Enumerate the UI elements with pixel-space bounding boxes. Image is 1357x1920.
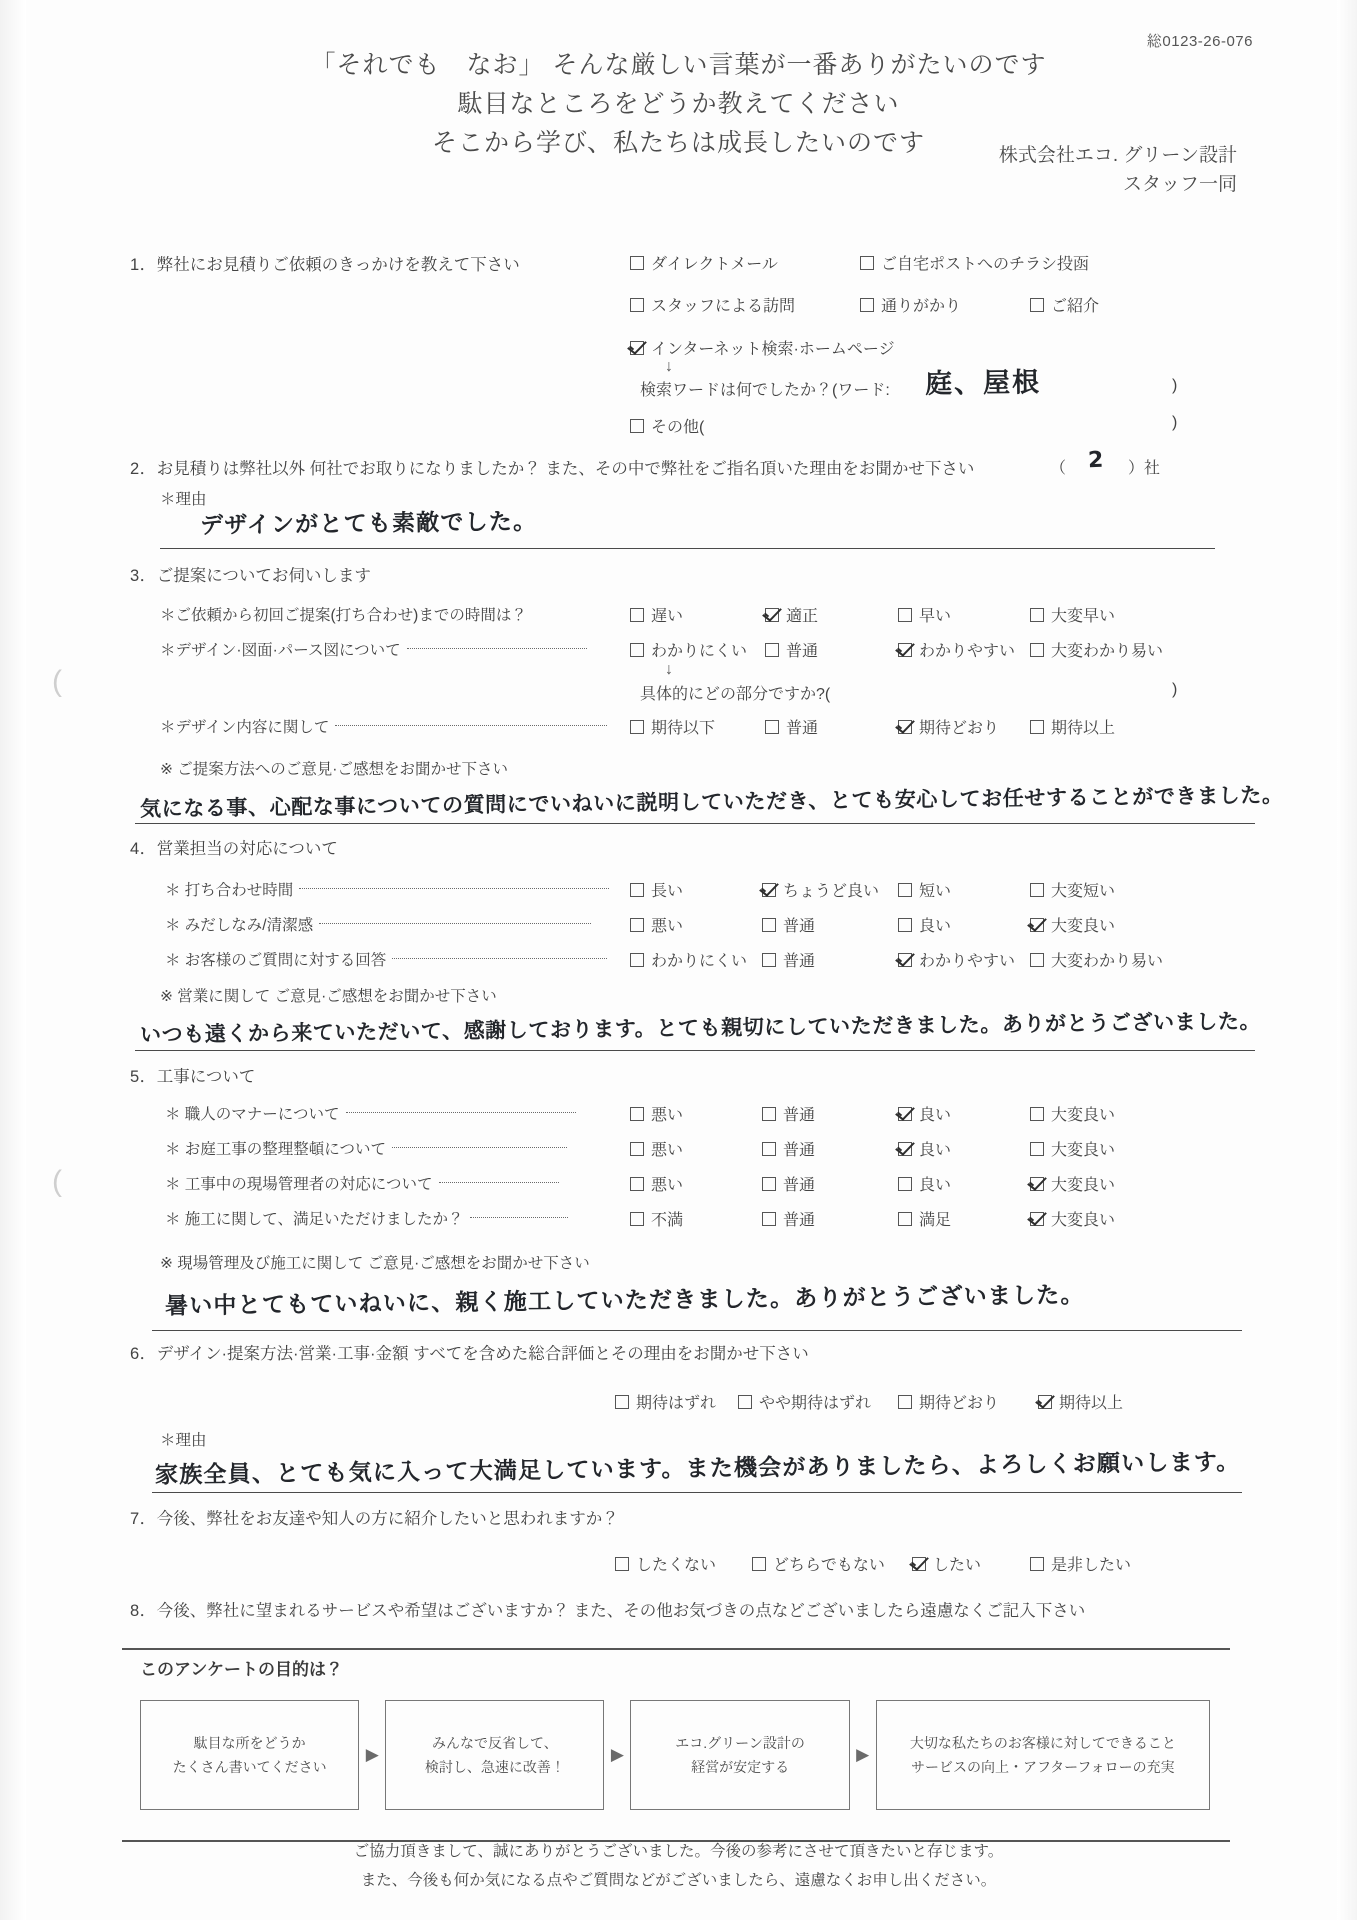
option-label: 是非したい [1051, 1557, 1132, 1574]
question-7-heading [130, 1505, 619, 1529]
q2-count-close: ）社 [1128, 460, 1161, 477]
option-label: 普通 [783, 1212, 816, 1229]
flow-box-3-line-2: 経営が安定する [691, 1759, 790, 1775]
headline-line-2: 駄目なところをどうか教えてください [457, 89, 900, 118]
q1-option-passing-by[interactable] [860, 293, 961, 316]
option-label: わかりやすい [919, 953, 1016, 970]
keyword-prompt-label: 検索ワードは何でしたか？(ワード: [640, 382, 890, 399]
option-label: 早い [919, 608, 952, 625]
checkbox-icon[interactable] [630, 720, 644, 734]
question-2-heading [130, 455, 974, 479]
option-label: 遅い [651, 608, 684, 625]
checkbox-icon[interactable] [1030, 1142, 1044, 1156]
footer [0, 1838, 1357, 1895]
flow-box-4-line-1: 大切な私たちのお客様に対してできること [909, 1734, 1176, 1751]
flow-arrow-icon-1: ▶ [365, 1745, 379, 1764]
checkbox-icon[interactable] [762, 953, 776, 967]
option-label: ご紹介 [1051, 298, 1100, 315]
footer-line-1: ご協力頂きまして、誠にありがとうございました。今後の参考にさせて頂きたいと存じます。 [353, 1843, 1004, 1860]
row-label-text: ＊デザイン内容に関して [160, 719, 330, 736]
arrow-down-icon: ↓ [665, 661, 673, 678]
option-label: 大変短い [1051, 883, 1116, 900]
checkbox-icon[interactable] [860, 298, 874, 312]
staff-name: スタッフ一同 [1122, 173, 1237, 195]
question-4-number: 4． [130, 840, 157, 858]
question-2-title: お見積りは弊社以外 何社でお取りになりましたか？ また、その中で弊社をご指名頂いた理由をお聞かせ下さい [156, 460, 975, 478]
checkbox-icon[interactable] [1030, 643, 1044, 657]
q5-row-4-option-2[interactable] [762, 1207, 815, 1230]
checkbox-icon[interactable] [630, 1177, 644, 1191]
checkbox-icon[interactable] [765, 720, 779, 734]
checkbox-icon[interactable] [762, 1177, 776, 1191]
checkbox-icon-checked[interactable] [898, 953, 912, 967]
q7-option-4[interactable] [1030, 1552, 1131, 1575]
option-label: スタッフによる訪問 [651, 298, 796, 315]
checkbox-icon-checked[interactable] [898, 1107, 912, 1121]
checkbox-icon[interactable] [1030, 608, 1044, 622]
q4-row-3-option-1[interactable] [630, 948, 747, 971]
q3-comment-rule [135, 823, 1255, 824]
checkbox-icon[interactable] [738, 1395, 752, 1409]
company-name: 株式会社エコ. グリーン設計 [998, 145, 1237, 166]
option-label: 期待以上 [1051, 720, 1116, 737]
checkbox-icon-checked[interactable] [912, 1557, 926, 1571]
document-number: 総0123-26-076 [1146, 33, 1253, 50]
checkbox-icon[interactable] [898, 608, 912, 622]
option-label: 悪い [651, 1107, 684, 1124]
q1-keyword-prompt [640, 377, 890, 400]
q4-row-2-option-1[interactable] [630, 913, 683, 936]
checkbox-icon[interactable] [1030, 883, 1044, 897]
q5-row-2-option-1[interactable] [630, 1137, 683, 1160]
question-7-title: 今後、弊社をお友達や知人の方に紹介したいと思われますか？ [156, 1510, 619, 1528]
option-label: 良い [919, 1142, 952, 1159]
q1-keyword-answer: 庭、屋根 [924, 367, 1042, 400]
option-label: 良い [919, 1177, 952, 1194]
headline-line-3: そこから学び、私たちは成長したいのです [431, 128, 925, 157]
leader-dots [319, 923, 591, 924]
q1-option-internet-search[interactable] [630, 336, 895, 359]
option-label: 普通 [783, 953, 816, 970]
leader-dots [470, 1217, 568, 1218]
flow-box-1-line-2: たくさん書いてください [172, 1759, 327, 1775]
q3-detail-prompt: 具体的にどの部分ですか?( [640, 686, 831, 703]
arrow-down-icon: ↓ [665, 358, 673, 375]
option-label: 大変良い [1051, 918, 1116, 935]
q3-row-2-option-3[interactable] [898, 638, 1015, 661]
option-label: ダイレクトメール [651, 256, 778, 273]
q4-comment-rule [135, 1050, 1255, 1051]
q5-row-2-option-3[interactable] [898, 1137, 951, 1160]
scan-artifact: ( [52, 665, 62, 698]
question-8-number: 8． [130, 1602, 157, 1620]
checkbox-icon[interactable] [630, 1212, 644, 1226]
question-1-title: 弊社にお見積りご依頼のきっかけを教えて下さい [156, 256, 520, 274]
question-7-number: 7． [130, 1510, 157, 1528]
checkbox-icon[interactable] [898, 883, 912, 897]
purpose-panel-title: このアンケートの目的は？ [140, 1660, 343, 1679]
question-8-title: 今後、弊社に望まれるサービスや希望はございますか？ また、その他お気づきの点などございましたら遠慮なくご記入下さい [156, 1602, 1086, 1620]
q4-row-2-option-2[interactable] [762, 913, 815, 936]
q7-option-2[interactable] [752, 1552, 885, 1575]
q5-row-1-option-2[interactable] [762, 1102, 815, 1125]
option-label: 大変わかり易い [1051, 953, 1164, 970]
checkbox-icon[interactable] [762, 918, 776, 932]
q2-count-value: 2 [1087, 447, 1104, 474]
q3-row-1-label: ＊ご依頼から初回ご提案(打ち合わせ)までの時間は？ [160, 607, 527, 624]
flow-box-2 [385, 1700, 604, 1810]
question-4-heading [130, 835, 338, 859]
flow-arrow-icon-3: ▶ [856, 1745, 870, 1764]
checkbox-icon[interactable] [1030, 1107, 1044, 1121]
purpose-flow [140, 1700, 1210, 1810]
q5-row-2-label [165, 1137, 573, 1159]
checkbox-icon[interactable] [615, 1557, 629, 1571]
checkbox-icon[interactable] [762, 1107, 776, 1121]
q3-row-2-label [160, 638, 593, 660]
option-label: 短い [919, 883, 952, 900]
checkbox-icon-checked[interactable] [765, 608, 779, 622]
flow-box-3 [630, 1700, 849, 1810]
q6-option-2[interactable] [738, 1390, 871, 1413]
q3-row-1-option-3[interactable] [898, 603, 951, 626]
checkbox-icon[interactable] [765, 643, 779, 657]
flow-arrow-icon-2: ▶ [610, 1745, 624, 1764]
option-label: 期待以下 [651, 720, 716, 737]
checkbox-icon[interactable] [898, 1395, 912, 1409]
checkbox-icon[interactable] [630, 1142, 644, 1156]
q3-row-1-option-4[interactable] [1030, 603, 1115, 626]
option-label: その他( [651, 419, 705, 436]
q5-row-4-option-1[interactable] [630, 1207, 683, 1230]
q3-row-2-option-4[interactable] [1030, 638, 1163, 661]
q1-option-referral[interactable] [1030, 293, 1099, 316]
question-1-heading [130, 251, 520, 275]
q1-option-direct-mail[interactable] [630, 251, 778, 274]
q7-option-3[interactable] [912, 1552, 981, 1575]
row-label-text: ＊ お客様のご質問に対する回答 [165, 952, 387, 969]
checkbox-icon-checked[interactable] [898, 643, 912, 657]
q5-row-3-option-2[interactable] [762, 1172, 815, 1195]
question-5-heading [130, 1063, 255, 1087]
checkbox-icon[interactable] [1030, 298, 1044, 312]
checkbox-icon[interactable] [1030, 953, 1044, 967]
checkbox-icon[interactable] [898, 1177, 912, 1191]
q3-comment-label: ※ ご提案方法へのご意見·ご感想をお聞かせ下さい [160, 761, 508, 778]
q6-reason-rule [152, 1492, 1242, 1493]
checkbox-icon[interactable] [630, 643, 644, 657]
checkbox-icon[interactable] [898, 918, 912, 932]
q2-reason-label: ＊理由 [160, 491, 207, 508]
checkbox-icon-checked[interactable] [630, 341, 644, 355]
q4-row-1-option-4[interactable] [1030, 878, 1115, 901]
option-label: インターネット検索·ホームページ [651, 341, 895, 358]
question-3-number: 3． [130, 567, 157, 585]
checkbox-icon[interactable] [630, 883, 644, 897]
q5-row-4-option-4[interactable] [1030, 1207, 1115, 1230]
checkbox-icon[interactable] [762, 1142, 776, 1156]
q5-row-4-label [165, 1207, 574, 1229]
q2-answer-rule [160, 548, 1215, 549]
q4-row-3-label [165, 948, 613, 970]
option-label: 大変早い [1051, 608, 1116, 625]
checkbox-icon[interactable] [898, 1212, 912, 1226]
leader-dots [346, 1112, 576, 1113]
question-3-heading [130, 562, 371, 586]
q5-row-3-option-4[interactable] [1030, 1172, 1115, 1195]
checkbox-icon[interactable] [630, 298, 644, 312]
question-4-title: 営業担当の対応について [156, 840, 338, 858]
flow-box-4-line-2: サービスの向上・アフターフォローの充実 [911, 1759, 1175, 1775]
leader-dots [439, 1182, 559, 1183]
option-label: 大変わかり易い [1051, 643, 1164, 660]
option-label: 大変良い [1051, 1142, 1116, 1159]
q6-option-3[interactable] [898, 1390, 999, 1413]
row-label-text: ＊ みだしなみ/清潔感 [165, 917, 314, 934]
checkbox-icon[interactable] [630, 256, 644, 270]
option-label: 不満 [651, 1212, 684, 1229]
q4-comment-answer: いつも遠くから来ていただいて、感謝しております。とても親切にしていただきました。ありがとうございました。 [139, 1009, 1262, 1047]
option-label: 期待どおり [919, 720, 1000, 737]
option-label: 普通 [783, 1177, 816, 1194]
option-label: 普通 [786, 643, 819, 660]
option-label: 大変良い [1051, 1212, 1116, 1229]
q5-row-1-option-3[interactable] [898, 1102, 951, 1125]
q5-row-1-option-4[interactable] [1030, 1102, 1115, 1125]
checkbox-icon[interactable] [630, 953, 644, 967]
option-label: 悪い [651, 1177, 684, 1194]
option-label: 良い [919, 918, 952, 935]
option-label: 大変良い [1051, 1177, 1116, 1194]
q4-row-3-option-3[interactable] [898, 948, 1015, 971]
question-8-heading [130, 1597, 1085, 1621]
q1-keyword-close-paren: ) [1172, 377, 1178, 394]
q1-option-staff-visit[interactable] [630, 293, 795, 316]
flow-box-2-line-1: みんなで反省して、 [431, 1734, 558, 1751]
option-label: 悪い [651, 918, 684, 935]
q5-comment-answer: 暑い中とてもていねいに、親く施工していただきました。ありがとうございました。 [164, 1282, 1085, 1320]
checkbox-icon[interactable] [630, 419, 644, 433]
q2-reason-answer: デザインがとても素敵でした。 [199, 508, 538, 540]
option-label: 悪い [651, 1142, 684, 1159]
checkbox-icon-checked[interactable] [1038, 1395, 1052, 1409]
row-label-text: ＊ 職人のマナーについて [165, 1106, 340, 1123]
option-label: 普通 [783, 1142, 816, 1159]
q3-comment-answer: 気になる事、心配な事についての質問にでいねいに説明していただき、とても安心してお任せすることができました。 [139, 783, 1284, 821]
q5-comment-rule [152, 1330, 1242, 1331]
q6-reason-answer: 家族全員、とても気に入って大満足しています。また機会がありましたら、よろしくお願いします。 [154, 1449, 1241, 1489]
q5-row-1-option-1[interactable] [630, 1102, 683, 1125]
flow-box-2-line-2: 検討し、急速に改善！ [424, 1759, 565, 1775]
option-label: 適正 [786, 608, 819, 625]
option-label: ご自宅ポストへのチラシ投函 [881, 256, 1090, 273]
question-5-number: 5． [130, 1068, 157, 1086]
option-label: 普通 [786, 720, 819, 737]
q1-option-flyer[interactable] [860, 251, 1089, 274]
q3-row-2-option-2[interactable] [765, 638, 818, 661]
checkbox-icon-checked[interactable] [1030, 918, 1044, 932]
leader-dots [392, 1147, 567, 1148]
flow-box-1-line-1: 駄目な所をどうか [193, 1734, 306, 1751]
q3-row-1-option-1[interactable] [630, 603, 683, 626]
checkbox-icon[interactable] [1030, 720, 1044, 734]
q4-row-3-option-4[interactable] [1030, 948, 1163, 971]
option-label: ちょうど良い [783, 883, 880, 900]
question-6-title: デザイン·提案方法·営業·工事·金額 すべてを含めた総合評価とその理由をお聞かせ下さい [156, 1345, 809, 1363]
q5-row-2-option-4[interactable] [1030, 1137, 1115, 1160]
option-label: 長い [651, 883, 684, 900]
q3-row-3-option-4[interactable] [1030, 715, 1115, 738]
option-label: したい [933, 1557, 982, 1574]
q4-row-2-option-3[interactable] [898, 913, 951, 936]
option-label: どちらでもない [773, 1557, 885, 1574]
row-label-text: ＊ 施工に関して、満足いただけましたか？ [165, 1211, 464, 1228]
q5-row-3-label [165, 1172, 565, 1194]
q3-row-3-label [160, 715, 613, 737]
headline-line-1: 「それでも なお」 そんな厳しい言葉が一番ありがたいのです [310, 51, 1047, 79]
q4-row-2-label [165, 913, 597, 935]
q6-option-1[interactable] [615, 1390, 716, 1413]
flow-box-3-line-1: エコ.グリーン設計の [675, 1734, 805, 1751]
checkbox-icon-checked[interactable] [898, 720, 912, 734]
q3-row-1-option-2[interactable] [765, 603, 818, 626]
question-3-title: ご提案についてお伺いします [156, 567, 371, 585]
option-label: わかりにくい [651, 643, 748, 660]
option-label: 良い [919, 1107, 952, 1124]
row-label-text: ＊ お庭工事の整理整頓について [165, 1141, 386, 1158]
q4-row-3-option-2[interactable] [762, 948, 815, 971]
q1-option-other[interactable] [630, 414, 704, 437]
question-2-number: 2． [130, 460, 157, 478]
option-label: 大変良い [1051, 1107, 1116, 1124]
question-6-heading [130, 1340, 809, 1364]
checkbox-icon-checked[interactable] [1030, 1177, 1044, 1191]
q4-row-1-label [165, 878, 615, 900]
scan-artifact: ( [52, 1165, 62, 1198]
option-label: 普通 [783, 1107, 816, 1124]
checkbox-icon-checked[interactable] [762, 883, 776, 897]
checkbox-icon[interactable] [630, 918, 644, 932]
q4-row-1-option-3[interactable] [898, 878, 951, 901]
q2-count-open: （ [1050, 460, 1067, 477]
leader-dots [335, 725, 607, 726]
option-label: 期待どおり [919, 1395, 1000, 1412]
q4-row-1-option-1[interactable] [630, 878, 683, 901]
q5-row-2-option-2[interactable] [762, 1137, 815, 1160]
q3-row-3-option-3[interactable] [898, 715, 999, 738]
q5-row-3-option-1[interactable] [630, 1172, 683, 1195]
q5-row-3-option-3[interactable] [898, 1172, 951, 1195]
option-label: 通りがかり [881, 298, 962, 315]
option-label: 普通 [783, 918, 816, 935]
option-label: わかりにくい [651, 953, 748, 970]
leader-dots [392, 958, 607, 959]
q4-row-1-option-2[interactable] [762, 878, 879, 901]
leader-dots [299, 888, 609, 889]
checkbox-icon-checked[interactable] [898, 1142, 912, 1156]
checkbox-icon-checked[interactable] [1030, 1212, 1044, 1226]
option-label: わかりやすい [919, 643, 1016, 660]
checkbox-icon[interactable] [615, 1395, 629, 1409]
question-5-title: 工事について [156, 1068, 256, 1086]
checkbox-icon[interactable] [752, 1557, 766, 1571]
row-label-text: ＊ 工事中の現場管理者の対応について [165, 1176, 433, 1193]
q6-option-4[interactable] [1038, 1390, 1123, 1413]
q6-reason-label: ＊理由 [160, 1432, 207, 1449]
q4-row-2-option-4[interactable] [1030, 913, 1115, 936]
checkbox-icon[interactable] [630, 608, 644, 622]
checkbox-icon[interactable] [1030, 1557, 1044, 1571]
option-label: やや期待はずれ [759, 1395, 872, 1412]
flow-box-1 [140, 1700, 359, 1810]
option-label: 期待はずれ [636, 1395, 717, 1412]
q5-comment-label: ※ 現場管理及び施工に関して ご意見·ご感想をお聞かせ下さい [160, 1255, 590, 1272]
option-label: 期待以上 [1059, 1395, 1124, 1412]
q3-row-3-option-2[interactable] [765, 715, 818, 738]
question-6-number: 6． [130, 1345, 157, 1363]
leader-dots [407, 648, 587, 649]
flow-box-4 [876, 1700, 1210, 1810]
q1-other-close-paren: ) [1172, 414, 1178, 431]
question-1-number: 1． [130, 256, 157, 274]
row-label-text: ＊デザイン·図面·パース図について [160, 642, 401, 659]
q3-row-3-option-1[interactable] [630, 715, 715, 738]
q5-row-4-option-3[interactable] [898, 1207, 951, 1230]
q5-row-1-label [165, 1102, 582, 1124]
checkbox-icon[interactable] [630, 1107, 644, 1121]
q4-comment-label: ※ 営業に関して ご意見·ご感想をお聞かせ下さい [160, 988, 497, 1005]
checkbox-icon[interactable] [762, 1212, 776, 1226]
option-label: 満足 [919, 1212, 952, 1229]
q3-row-2-option-1[interactable] [630, 638, 747, 661]
option-label: したくない [636, 1557, 717, 1574]
checkbox-icon[interactable] [860, 256, 874, 270]
q7-option-1[interactable] [615, 1552, 716, 1575]
q3-detail-close-paren: ) [1172, 681, 1178, 698]
footer-line-2: また、今後も何か気になる点やご質問などがございましたら、遠慮なくお申し出ください。 [360, 1871, 997, 1889]
row-label-text: ＊ 打ち合わせ時間 [165, 882, 294, 899]
